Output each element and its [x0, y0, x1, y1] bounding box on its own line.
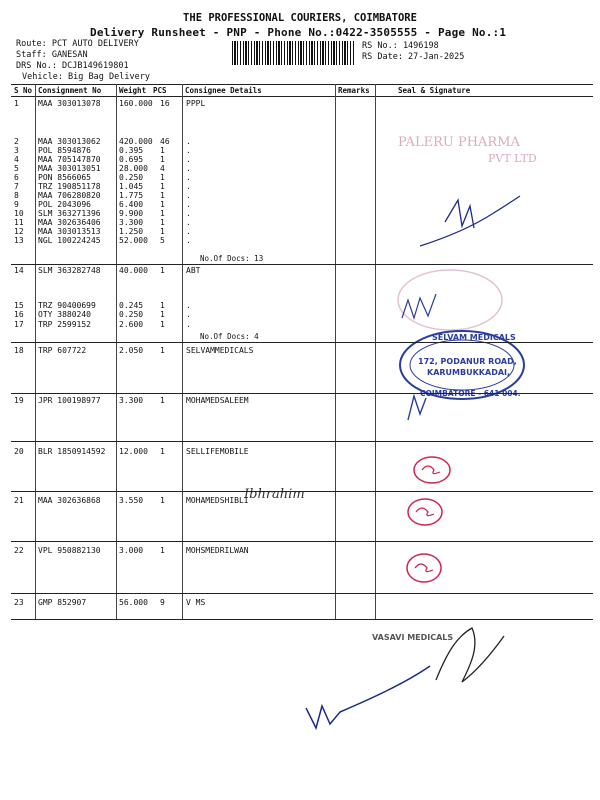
handwritten-name: Ibhrahim — [244, 487, 305, 502]
row-sno: 19 — [14, 396, 24, 405]
row-pcs: 1 — [160, 191, 165, 200]
row-consignment: SLM 363271396 — [38, 209, 101, 218]
row-consignment: MAA 303013078 — [38, 99, 101, 108]
company-title: THE PROFESSIONAL COURIERS, COIMBATORE — [183, 12, 417, 24]
row-sno: 17 — [14, 320, 24, 329]
row-sno: 9 — [14, 200, 19, 209]
red-mark — [414, 457, 450, 483]
signature-black — [436, 628, 504, 682]
row-consignee: V MS — [186, 598, 206, 607]
row-sno: 5 — [14, 164, 19, 173]
col-header-remarks: Remarks — [338, 86, 370, 95]
row-weight: 0.250 — [119, 173, 144, 182]
row-weight: 56.000 — [119, 598, 148, 607]
row-pcs: 46 — [160, 137, 170, 146]
row-consignment: MAA 706280820 — [38, 191, 101, 200]
row-weight: 2.600 — [119, 320, 144, 329]
row-pcs: 1 — [160, 310, 165, 319]
row-sno: 11 — [14, 218, 24, 227]
row-consignee: . — [186, 320, 191, 329]
col-divider — [335, 84, 336, 619]
group-divider — [11, 541, 593, 542]
col-header-consignment: Consignment No — [38, 86, 102, 95]
row-pcs: 4 — [160, 164, 165, 173]
group-divider — [11, 619, 593, 620]
group-divider — [11, 342, 593, 343]
row-consignee: MOHAMEDSHIBLI — [186, 496, 249, 505]
row-consignment: MAA 303013062 — [38, 137, 101, 146]
runsheet-subtitle: Delivery Runsheet - PNP - Phone No.:0422-3505555 - Page No.:1 — [90, 26, 507, 39]
row-weight: 3.000 — [119, 546, 144, 555]
row-sno: 13 — [14, 236, 24, 245]
row-sno: 18 — [14, 346, 24, 355]
red-mark-scribble — [415, 564, 433, 572]
row-pcs: 1 — [160, 266, 165, 275]
rs-number: RS No.: 1496198 — [362, 41, 439, 51]
red-mark — [408, 499, 442, 525]
row-weight: 9.900 — [119, 209, 144, 218]
selvam-stamp-city: COIMBATORE - 641 004. — [420, 389, 521, 398]
row-pcs: 1 — [160, 182, 165, 191]
row-sno: 16 — [14, 310, 24, 319]
row-consignee: ABT — [186, 266, 201, 275]
signature-blue — [420, 196, 520, 246]
faint-round-stamp — [398, 270, 502, 330]
selvam-stamp-addr1: 172, PODANUR ROAD, — [418, 357, 517, 366]
row-consignee: MOHSMEDRILWAN — [186, 546, 249, 555]
row-consignment: JPR 100198977 — [38, 396, 101, 405]
vasavi-stamp: VASAVI MEDICALS — [372, 633, 454, 642]
row-consignee: SELVAMMEDICALS — [186, 346, 254, 355]
row-consignee: . — [186, 164, 191, 173]
group-divider — [11, 491, 593, 492]
row-consignment: MAA 303013513 — [38, 227, 101, 236]
row-weight: 0.695 — [119, 155, 144, 164]
row-consignment: TRP 2599152 — [38, 320, 91, 329]
selvam-stamp-addr2: KARUMBUKKADAI, — [427, 368, 511, 377]
col-divider — [35, 84, 36, 619]
row-sno: 12 — [14, 227, 24, 236]
row-consignee: . — [186, 200, 191, 209]
row-consignee: MOHAMEDSALEEM — [186, 396, 249, 405]
row-pcs: 1 — [160, 346, 165, 355]
row-consignment: VPL 950882130 — [38, 546, 101, 555]
group-divider — [11, 393, 593, 394]
row-weight: 2.050 — [119, 346, 144, 355]
row-pcs: 1 — [160, 396, 165, 405]
row-weight: 3.300 — [119, 396, 144, 405]
row-consignee: . — [186, 155, 191, 164]
row-consignee: . — [186, 137, 191, 146]
row-sno: 22 — [14, 546, 24, 555]
signature-blue — [402, 294, 436, 318]
row-consignment: POL 2043096 — [38, 200, 91, 209]
row-consignment: TRP 607722 — [38, 346, 87, 355]
rs-date: RS Date: 27-Jan-2025 — [362, 52, 465, 62]
row-sno: 15 — [14, 301, 24, 310]
staff-label: Staff: GANESAN — [16, 50, 88, 60]
row-consignee: . — [186, 209, 191, 218]
row-consignment: TRZ 90400699 — [38, 301, 96, 310]
group-divider — [11, 441, 593, 442]
row-consignment: NGL 100224245 — [38, 236, 101, 245]
row-pcs: 1 — [160, 218, 165, 227]
col-header-weight: Weight — [119, 86, 147, 95]
row-sno: 20 — [14, 447, 24, 456]
signature-blue — [306, 666, 430, 728]
row-pcs: 1 — [160, 209, 165, 218]
barcode — [232, 41, 354, 65]
row-consignee: . — [186, 310, 191, 319]
col-divider — [182, 84, 183, 619]
row-sno: 3 — [14, 146, 19, 155]
docs-count: No.Of Docs: 13 — [200, 254, 264, 263]
row-consignee: . — [186, 227, 191, 236]
row-sno: 2 — [14, 137, 19, 146]
col-header-sno: S No — [14, 86, 33, 95]
row-consignee: . — [186, 146, 191, 155]
docs-count: No.Of Docs: 4 — [200, 332, 259, 341]
header-bottom-border — [11, 96, 593, 97]
row-pcs: 1 — [160, 155, 165, 164]
col-header-seal: Seal & Signature — [398, 86, 471, 95]
route-label: Route: PCT AUTO DELIVERY — [16, 39, 139, 49]
col-divider — [116, 84, 117, 619]
row-weight: 28.000 — [119, 164, 148, 173]
row-consignee: . — [186, 173, 191, 182]
row-consignment: MAA 303013051 — [38, 164, 101, 173]
row-weight: 1.250 — [119, 227, 144, 236]
row-pcs: 1 — [160, 320, 165, 329]
row-sno: 6 — [14, 173, 19, 182]
row-consignee: . — [186, 191, 191, 200]
row-consignment: TRZ 190851178 — [38, 182, 101, 191]
row-weight: 40.000 — [119, 266, 148, 275]
row-consignment: BLR 1850914592 — [38, 447, 106, 456]
row-pcs: 5 — [160, 236, 165, 245]
row-weight: 0.245 — [119, 301, 144, 310]
row-weight: 52.000 — [119, 236, 148, 245]
row-pcs: 1 — [160, 227, 165, 236]
group-divider — [11, 593, 593, 594]
row-pcs: 1 — [160, 173, 165, 182]
row-weight: 3.550 — [119, 496, 144, 505]
row-consignment: MAA 705147870 — [38, 155, 101, 164]
signature-blue — [445, 200, 474, 228]
paleru-stamp-ltd: PVT LTD — [488, 152, 537, 165]
row-pcs: 1 — [160, 146, 165, 155]
row-pcs: 1 — [160, 301, 165, 310]
row-consignee: . — [186, 236, 191, 245]
row-consignment: MAA 302636868 — [38, 496, 101, 505]
group-divider — [11, 264, 593, 265]
row-weight: 0.250 — [119, 310, 144, 319]
row-weight: 12.000 — [119, 447, 148, 456]
paleru-stamp: PALERU PHARMA — [398, 135, 520, 150]
row-consignment: SLM 363282748 — [38, 266, 101, 275]
row-consignment: OTY 3880240 — [38, 310, 91, 319]
row-weight: 0.395 — [119, 146, 144, 155]
row-weight: 3.300 — [119, 218, 144, 227]
row-weight: 6.400 — [119, 200, 144, 209]
row-sno: 1 — [14, 99, 19, 108]
row-pcs: 1 — [160, 546, 165, 555]
vehicle-label: Vehicle: Big Bag Delivery — [22, 72, 150, 82]
row-pcs: 9 — [160, 598, 165, 607]
row-consignment: POL 8594876 — [38, 146, 91, 155]
selvam-stamp-inner — [410, 340, 514, 390]
drs-number: DRS No.: DCJB149619801 — [16, 61, 129, 71]
row-weight: 1.775 — [119, 191, 144, 200]
row-consignment: GMP 852907 — [38, 598, 87, 607]
row-sno: 10 — [14, 209, 24, 218]
selvam-stamp-name: SELVAM MEDICALS — [432, 333, 516, 342]
row-pcs: 1 — [160, 496, 165, 505]
row-weight: 1.045 — [119, 182, 144, 191]
row-sno: 8 — [14, 191, 19, 200]
table-top-border — [11, 84, 593, 85]
row-consignee: SELLIFEMOBILE — [186, 447, 249, 456]
row-consignee: PPPL — [186, 99, 206, 108]
row-sno: 7 — [14, 182, 19, 191]
row-sno: 23 — [14, 598, 24, 607]
col-header-consignee: Consignee Details — [185, 86, 262, 95]
red-mark-scribble — [422, 466, 440, 474]
row-sno: 4 — [14, 155, 19, 164]
signature-blue — [408, 396, 426, 420]
row-weight: 160.000 — [119, 99, 153, 108]
row-pcs: 16 — [160, 99, 170, 108]
row-consignment: PON 8566065 — [38, 173, 91, 182]
row-consignee: . — [186, 182, 191, 191]
row-consignment: MAA 302636406 — [38, 218, 101, 227]
col-header-pcs: PCS — [153, 86, 167, 95]
row-consignee: . — [186, 218, 191, 227]
red-mark — [407, 554, 441, 582]
col-divider — [375, 84, 376, 619]
row-pcs: 1 — [160, 447, 165, 456]
red-mark-scribble — [416, 508, 434, 516]
row-pcs: 1 — [160, 200, 165, 209]
row-sno: 14 — [14, 266, 24, 275]
row-sno: 21 — [14, 496, 24, 505]
row-weight: 420.000 — [119, 137, 153, 146]
row-consignee: . — [186, 301, 191, 310]
